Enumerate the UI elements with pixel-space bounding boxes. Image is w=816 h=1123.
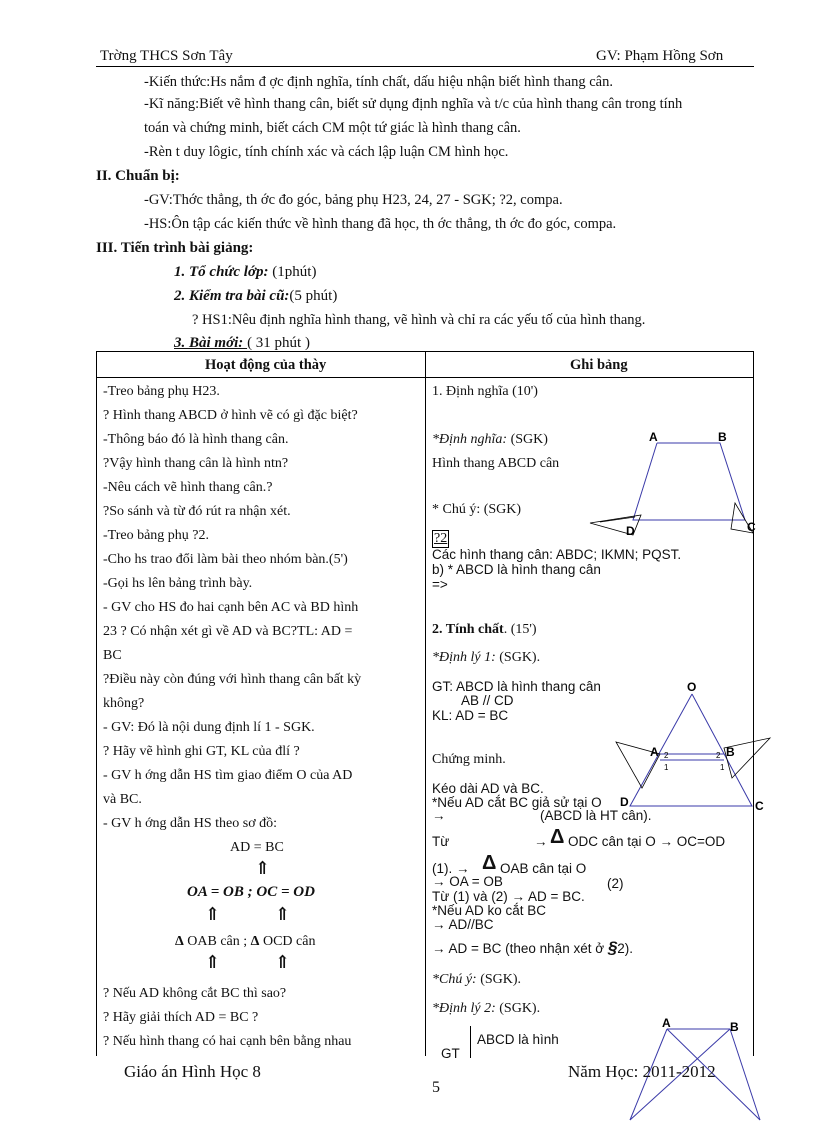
fig1-label-c: C	[747, 520, 756, 534]
left-line-19: - GV h ớng dẫn HS theo sơ đồ:	[103, 816, 277, 831]
proof-7: → OA = OB	[432, 874, 503, 889]
check-question: ? HS1:Nêu định nghĩa hình thang, vẽ hình và chỉ ra các yếu tố của hình thang.	[192, 312, 646, 328]
fig2-angle-a1: 1	[664, 763, 669, 772]
footer-left: Giáo án Hình Học 8	[124, 1062, 261, 1081]
fig2-label-o: O	[687, 680, 697, 694]
left-line-11: 23 ? Có nhận xét gì về AD và BC?TL: AD =	[103, 624, 353, 639]
left-line-12: BC	[103, 648, 122, 663]
col-header-right: Ghi bảng	[570, 357, 628, 373]
thm1-line: *Định lý 1: (SGK).	[432, 650, 541, 665]
table-left-border	[96, 351, 97, 1056]
proof-6: (1). →	[432, 861, 470, 876]
def-line: *Định nghĩa: (SGK)	[432, 432, 548, 447]
fig2-angle-b2: 2	[716, 751, 721, 760]
fig2-label-a: A	[650, 745, 659, 759]
check-item: 2. Kiểm tra bài cũ:(5 phút)	[174, 288, 338, 304]
note2-line: *Chú ý: (SGK).	[432, 972, 522, 987]
header-teacher: GV: Phạm Hồng Sơn	[596, 48, 724, 64]
proof-3: →	[432, 808, 446, 823]
proof-6b: OAB cân tại O	[500, 861, 587, 876]
proof-5a: Từ	[432, 834, 450, 849]
left-bottom-3: ? Nếu hình thang có hai cạnh bên bằng nhau	[103, 1034, 352, 1049]
triangle-symbol-2: Δ	[250, 934, 260, 949]
fig1-label-b: B	[718, 430, 727, 444]
progress-title: III. Tiến trình bài giảng:	[96, 240, 254, 256]
left-line-7: -Treo bảng phụ ?2.	[103, 528, 210, 543]
thm2-line: *Định lý 2: (SGK).	[432, 1001, 541, 1016]
proof-10: → AD//BC	[432, 917, 494, 932]
left-line-1: -Treo bảng phụ H23.	[103, 384, 220, 399]
prep-title: II. Chuẩn bị:	[96, 168, 180, 184]
proof-11: → AD = BC (theo nhận xét ở §2).	[432, 938, 634, 957]
gt-divider	[470, 1026, 471, 1058]
diagram-arrow-4: ⇑	[205, 952, 221, 972]
prep-hs: -HS:Ôn tập các kiến thức về hình thang đã học, th ớc thẳng, th ớc đo góc, compa.	[144, 216, 617, 232]
objective-skill-1: -Kĩ năng:Biết vẽ hình thang cân, biết sử dụng định nghĩa và t/c của hình thang cân trong tính	[144, 96, 683, 112]
left-line-15: - GV: Đó là nội dung định lí 1 - SGK.	[103, 720, 315, 735]
proof-2: *Nếu AD cắt BC giả sử tại O	[432, 795, 602, 810]
fig3-label-a: A	[662, 1016, 671, 1030]
left-line-2: ? Hình thang ABCD ở hình vẽ có gì đặc biệt?	[103, 408, 358, 423]
diagram-ad-bc: AD = BC	[230, 840, 284, 855]
footer-right: Năm Học: 2011-2012	[568, 1062, 716, 1081]
gt-label: GT	[441, 1046, 460, 1061]
prop-title: 2. Tính chất. (15')	[432, 622, 537, 637]
q2-a: Các hình thang cân: ABDC; IKMN; PQST.	[432, 547, 682, 562]
triangle-symbol-4: Δ	[482, 852, 497, 874]
kl: KL: AD = BC	[432, 708, 509, 723]
left-line-5: -Nêu cách vẽ hình thang cân.?	[103, 480, 273, 495]
diagram-arrow-5: ⇑	[275, 952, 291, 972]
diagram-arrow-1: ⇑	[255, 858, 271, 878]
def-text: Hình thang ABCD cân	[432, 456, 560, 471]
q2-c: =>	[432, 577, 448, 592]
prep-gv: -GV:Thớc thẳng, th ớc đo góc, bảng phụ H23, 24, 27 - SGK; ?2, compa.	[144, 192, 563, 208]
left-line-6: ?So sánh và từ đó rút ra nhận xét.	[103, 504, 291, 519]
proof-9: *Nếu AD ko cắt BC	[432, 903, 547, 918]
footer-page: 5	[432, 1079, 440, 1096]
left-bottom-1: ? Nếu AD không cắt BC thì sao?	[103, 986, 287, 1001]
note-line: * Chú ý: (SGK)	[432, 502, 522, 517]
q2-box: ?2	[434, 531, 448, 546]
proof-5b: →	[534, 834, 548, 849]
fig2-angle-a2: 2	[664, 751, 669, 760]
gt-1: GT: ABCD là hình thang cân	[432, 679, 601, 694]
diagram-triangles: Δ OAB cân ; Δ OCD cân	[175, 934, 316, 949]
left-line-4: ?Vậy hình thang cân là hình ntn?	[103, 456, 289, 471]
fig1-label-a: A	[649, 430, 658, 444]
triangle-symbol-3: Δ	[550, 826, 565, 848]
left-line-17: - GV h ớng dẫn HS tìm giao điểm O của AD	[103, 768, 353, 783]
diagram-arrow-3: ⇑	[275, 904, 291, 924]
diagram-arrow-2: ⇑	[205, 904, 221, 924]
def-title: 1. Định nghĩa (10')	[432, 384, 538, 399]
figure-trapezoid-1	[585, 425, 765, 550]
left-line-10: - GV cho HS đo hai cạnh bên AC và BD hình	[103, 600, 359, 615]
left-line-16: ? Hãy vẽ hình ghi GT, KL của đlí ?	[103, 744, 300, 759]
header-rule	[96, 66, 754, 67]
diagram-equalities: OA = OB ; OC = OD	[187, 884, 315, 900]
fig2-label-d: D	[620, 795, 629, 809]
objective-practice: -Rèn t duy lôgic, tính chính xác và cách lập luận CM hình học.	[144, 144, 509, 160]
objective-skill-2: toán và chứng minh, biết cách CM một tứ giác là hình thang cân.	[144, 120, 521, 136]
proof-4: (ABCD là HT cân).	[540, 808, 652, 823]
org-item: 1. Tổ chức lớp: (1phút)	[174, 264, 317, 280]
fig3-label-b: B	[730, 1020, 739, 1034]
objective-knowledge: -Kiến thức:Hs nắm đ ợc định nghĩa, tính chất, dấu hiệu nhận biết hình thang cân.	[144, 74, 613, 90]
left-bottom-2: ? Hãy giải thích AD = BC ?	[103, 1010, 259, 1025]
fig1-label-d: D	[626, 524, 635, 538]
left-line-14: không?	[103, 696, 145, 711]
fig2-label-c: C	[755, 799, 764, 813]
left-line-8: -Cho hs trao đổi làm bài theo nhóm bàn.(5')	[103, 552, 348, 567]
proof-8: Từ (1) và (2) → AD = BC.	[432, 889, 585, 904]
left-line-9: -Gọi hs lên bảng trình bày.	[103, 576, 253, 591]
proof-title: Chứng minh.	[432, 752, 506, 767]
left-line-13: ?Điều này còn đúng với hình thang cân bất kỳ	[103, 672, 362, 687]
col-header-left: Hoạt động của thày	[205, 357, 327, 373]
proof-1: Kéo dài AD và BC.	[432, 781, 544, 796]
trapezoid-1-outline	[633, 443, 745, 520]
proof-7b: (2)	[607, 876, 624, 891]
q2-b: b) * ABCD là hình thang cân	[432, 562, 601, 577]
left-line-18: và BC.	[103, 792, 142, 807]
fig2-label-b: B	[726, 745, 735, 759]
left-line-3: -Thông báo đó là hình thang cân.	[103, 432, 289, 447]
gt-2: AB // CD	[461, 693, 514, 708]
figure-trapezoid-2	[612, 678, 772, 813]
fig2-angle-b1: 1	[720, 763, 725, 772]
header-school: Trờng THCS Sơn Tây	[100, 48, 233, 64]
new-lesson-item: 3. Bài mới: ( 31 phút )	[174, 335, 310, 351]
table-mid-border	[425, 351, 426, 1056]
proof-5c: ODC cân tại O → OC=OD	[568, 834, 726, 849]
gt-text: ABCD là hình	[477, 1032, 559, 1047]
triangle-symbol-1: Δ	[175, 934, 184, 949]
